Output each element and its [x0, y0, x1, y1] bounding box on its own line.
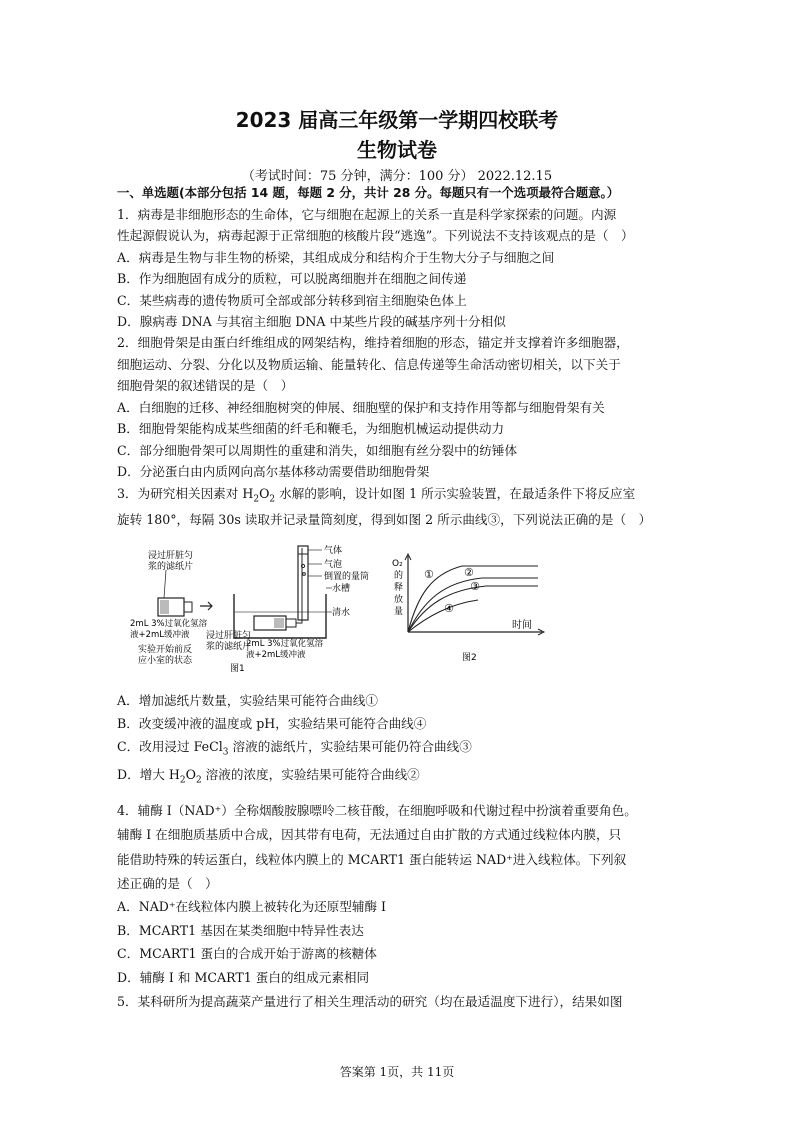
- q4-option-b: B．MCART1 基因在某类细胞中特异性表达: [117, 923, 364, 938]
- q1-stem-line1: 1．病毒是非细胞形态的生命体，它与细胞在起源上的关系一直是科学家探索的问题。内源: [117, 207, 617, 222]
- section-heading: 一、单选题(本部分包括 14 题，每题 2 分，共计 28 分。每题只有一个选项最符合题意。）: [117, 185, 620, 200]
- apparatus: [234, 546, 332, 638]
- y-axis-label-1: O₂: [392, 559, 403, 569]
- q2-option-a: A．白细胞的迁移、神经细胞树突的伸展、细胞壁的保护和支持作用等都与细胞骨架有关: [117, 400, 605, 415]
- q3-option-d: D．增大 $H_2O_2$ 溶液的浓度，实验结果可能符合曲线②: [117, 767, 420, 786]
- q5-stem-line1: 5．某科研所为提高蔬菜产量进行了相关生理活动的研究（均在最适温度下进行），结果如图: [117, 994, 623, 1009]
- y-axis-label-5: 量: [394, 607, 404, 617]
- fig-label-paper-2: 浆的滤纸片: [148, 562, 194, 572]
- q2-stem-line2: 细胞运动、分裂、分化以及物质运输、能量转化、信息传递等生命活动密切相关，以下关于: [117, 357, 621, 372]
- q1-option-d: D．腺病毒 DNA 与其宿主细胞 DNA 中某些片段的碱基序列十分相似: [117, 314, 506, 329]
- fig-label-paper-1: 浸过肝脏匀: [148, 551, 194, 561]
- q3-option-b: B．改变缓冲液的温度或 pH，实验结果可能符合曲线④: [117, 716, 427, 731]
- exam-title: 2023 届高三年级第一学期四校联考: [235, 108, 559, 132]
- curve-label-2: ②: [464, 566, 474, 579]
- fig-label-paper-4: 浆的滤纸片: [206, 642, 252, 652]
- q2-stem-line1: 2．细胞骨架是由蛋白纤维组成的网架结构，维持着细胞的形态，锚定并支撑着许多细胞器，: [117, 335, 629, 350]
- label-tank: 水槽: [332, 584, 351, 594]
- fig-label-paper-3: 浸过肝脏匀: [206, 631, 252, 641]
- q2-option-b: B．细胞骨架能构成某些细菌的纤毛和鞭毛，为细胞机械运动提供动力: [117, 421, 505, 436]
- q2-option-d: D．分泌蛋白由内质网向高尔基体移动需要借助细胞骨架: [117, 464, 430, 479]
- q2-option-c: C．部分细胞骨架可以周期性的重建和消失，如细胞有丝分裂中的纺锤体: [117, 443, 518, 458]
- curve-label-3: ③: [470, 580, 480, 593]
- q3-stem-line1: 3．为研究相关因素对 $H_2O_2$ 水解的影响，设计如图 1 所示实验装置，在最适条件下将反应室: [117, 486, 636, 505]
- q1-stem-line2: 性起源假说认为，病毒起源于正常细胞的核酸片段“逃逸”。下列说法不支持该观点的是（ ）: [117, 228, 634, 243]
- q1-option-a: A．病毒是生物与非生物的桥梁，其组成成分和结构介于生物大分子与细胞之间: [117, 250, 555, 265]
- q4-stem-line3: 能借助特殊的转运蛋白，线粒体内膜上的 MCART1 蛋白能转运 NAD⁺进入线粒体。下列叙: [117, 852, 627, 867]
- fig2-label: 图2: [462, 653, 477, 663]
- y-axis-label-3: 释: [394, 583, 404, 593]
- curve-4: [408, 600, 478, 632]
- q4-option-d: D．辅酶 I 和 MCART1 蛋白的组成元素相同: [117, 970, 370, 985]
- fig-label-solution-2: 液+2mL缓冲液: [130, 630, 190, 640]
- q3-experiment-figure: [126, 542, 556, 678]
- label-gas: 气体: [324, 546, 343, 556]
- curve-label-1: ①: [424, 568, 434, 581]
- label-cylinder: 倒置的量筒: [324, 572, 370, 582]
- y-axis-label-2: 的: [394, 571, 404, 581]
- y-axis-label-4: 放: [394, 595, 404, 605]
- q1-option-c: C．某些病毒的遗传物质可全部或部分转移到宿主细胞染色体上: [117, 293, 467, 308]
- q1-option-b: B．作为细胞固有成分的质粒，可以脱离细胞并在细胞之间传递: [117, 271, 467, 286]
- exam-subject: 生物试卷: [357, 138, 437, 162]
- exam-info: （考试时间：75 分钟，满分：100 分） 2022.12.15: [241, 169, 553, 184]
- q3-stem-line2: 旋转 180°，每隔 30s 读取并记录量筒刻度，得到如图 2 所示曲线③，下列说法正确的是（ ）: [117, 512, 652, 527]
- q4-stem-line1: 4．辅酶 I（NAD⁺）全称烟酸胺腺嘌呤二核苷酸，在细胞呼吸和代谢过程中扮演着重要角色。: [117, 803, 637, 818]
- q3-option-a: A．增加滤纸片数量，实验结果可能符合曲线①: [117, 693, 378, 708]
- q3-option-c: C．改用浸过 FeCl$_3$ 溶液的滤纸片，实验结果可能仍符合曲线③: [117, 739, 472, 758]
- q4-option-c: C．MCART1 蛋白的合成开始于游离的核糖体: [117, 946, 377, 961]
- fig-label-state-2: 应小室的状态: [138, 656, 193, 666]
- reaction-chamber-before: [158, 570, 212, 616]
- q4-stem-line4: 述正确的是（ ）: [117, 876, 218, 891]
- q4-option-a: A．NAD⁺在线粒体内膜上被转化为还原型辅酶 I: [117, 899, 387, 914]
- fig-label-state-1: 实验开始前反: [138, 645, 193, 655]
- q2-stem-line3: 细胞骨架的叙述错误的是（ ）: [117, 378, 294, 393]
- curve-label-4: ④: [444, 602, 454, 615]
- fig-label-solution-3: 2mL 3%过氧化氢溶: [246, 639, 324, 649]
- label-bubble: 气泡: [324, 560, 343, 570]
- fig1-label: 图1: [230, 664, 245, 674]
- fig-label-solution-1: 2mL 3%过氧化氢溶: [130, 619, 208, 629]
- page-footer: 答案第 1页，共 11页: [339, 1065, 455, 1079]
- fig-label-solution-4: 液+2mL缓冲液: [246, 650, 306, 660]
- q4-stem-line2: 辅酶 I 在细胞质基质中合成，因其带有电荷，无法通过自由扩散的方式通过线粒体内膜，只: [117, 827, 622, 842]
- x-axis-label: 时间: [512, 620, 532, 631]
- label-water: 清水: [332, 608, 351, 618]
